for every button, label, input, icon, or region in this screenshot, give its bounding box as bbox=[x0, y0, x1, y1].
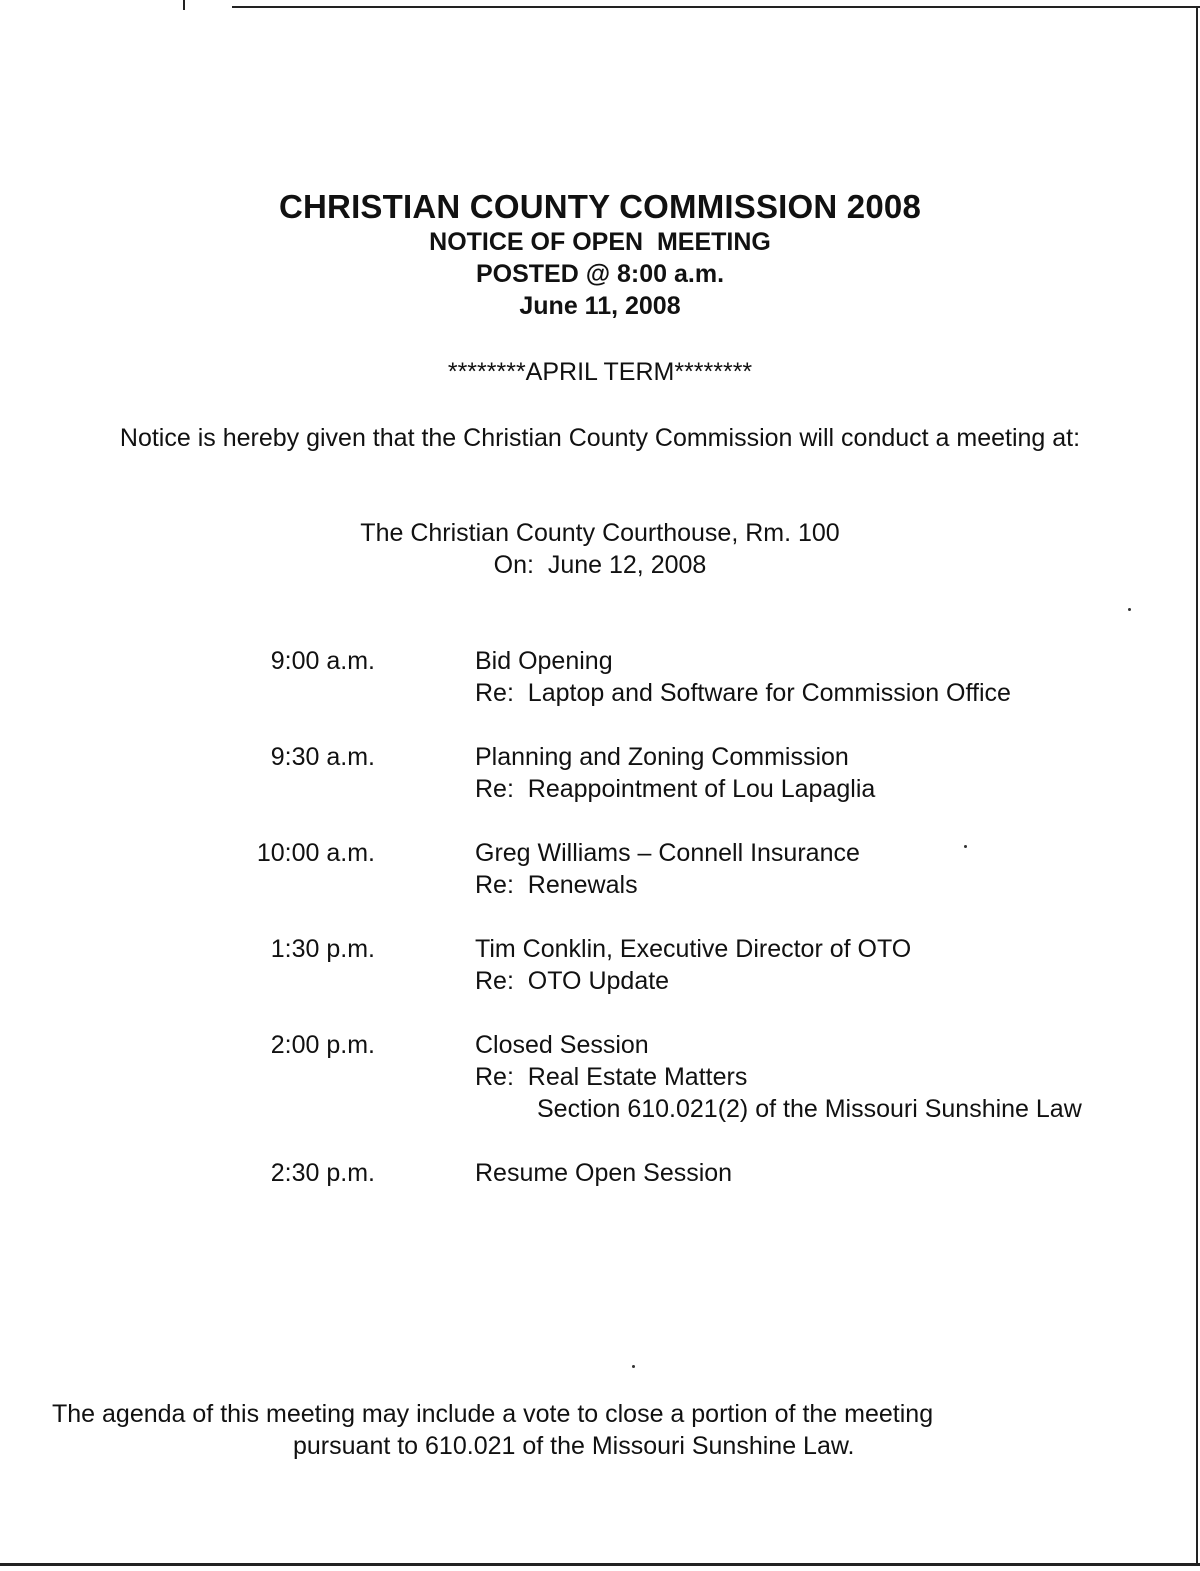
agenda-description bbox=[475, 741, 875, 805]
agenda-time: 2:00 p.m. bbox=[270, 1031, 375, 1059]
agenda-re: Re: Real Estate Matters bbox=[475, 1063, 748, 1091]
notice-text: Notice is hereby given that the Christian County Commission will conduct a meeting at: bbox=[119, 424, 1081, 452]
agenda-detail: Section 610.021(2) of the Missouri Sunshine Law bbox=[537, 1095, 1082, 1123]
posted-date: June 11, 2008 bbox=[519, 292, 681, 320]
agenda-description bbox=[475, 933, 911, 997]
agenda-description bbox=[475, 837, 860, 901]
agenda-time: 10:00 a.m. bbox=[256, 839, 375, 867]
scan-speck bbox=[1128, 608, 1131, 611]
scan-mark bbox=[183, 0, 185, 10]
notice-heading: NOTICE OF OPEN MEETING bbox=[429, 228, 771, 256]
agenda-description bbox=[475, 1157, 732, 1189]
agenda-list bbox=[0, 645, 1200, 1253]
agenda-description bbox=[475, 645, 1011, 709]
agenda-time: 2:30 p.m. bbox=[270, 1159, 375, 1187]
agenda-time: 1:30 p.m. bbox=[270, 935, 375, 963]
agenda-item bbox=[0, 1029, 1200, 1157]
agenda-item bbox=[0, 837, 1200, 933]
document-title: CHRISTIAN COUNTY COMMISSION 2008 bbox=[278, 188, 922, 225]
scan-edge-bottom bbox=[0, 1563, 1200, 1566]
agenda-item bbox=[0, 645, 1200, 741]
notice-header bbox=[0, 188, 1200, 322]
agenda-title: Tim Conklin, Executive Director of OTO bbox=[475, 935, 912, 963]
scan-speck bbox=[632, 1365, 635, 1368]
location-date: On: June 12, 2008 bbox=[493, 551, 707, 579]
agenda-re: Re: Renewals bbox=[475, 871, 638, 899]
term-label: ********APRIL TERM******** bbox=[447, 358, 753, 386]
agenda-description bbox=[475, 1029, 1082, 1125]
agenda-item bbox=[0, 741, 1200, 837]
agenda-title: Greg Williams – Connell Insurance bbox=[475, 839, 860, 867]
meeting-location bbox=[0, 517, 1200, 581]
agenda-time: 9:00 a.m. bbox=[270, 647, 375, 675]
posted-time: POSTED @ 8:00 a.m. bbox=[475, 260, 725, 288]
agenda-title: Resume Open Session bbox=[475, 1159, 733, 1187]
agenda-time: 9:30 a.m. bbox=[270, 743, 375, 771]
agenda-re: Re: Reappointment of Lou Lapaglia bbox=[475, 775, 876, 803]
agenda-title: Closed Session bbox=[475, 1031, 649, 1059]
agenda-re: Re: OTO Update bbox=[475, 967, 670, 995]
closing-note-line-2: pursuant to 610.021 of the Missouri Sunshine Law. bbox=[293, 1432, 855, 1460]
closing-note-line-1: The agenda of this meeting may include a vote to close a portion of the meeting bbox=[52, 1400, 934, 1428]
agenda-item bbox=[0, 933, 1200, 1029]
agenda-re: Re: Laptop and Software for Commission Office bbox=[475, 679, 1011, 707]
agenda-item bbox=[0, 1157, 1200, 1253]
location-place: The Christian County Courthouse, Rm. 100 bbox=[360, 519, 840, 547]
agenda-title: Bid Opening bbox=[475, 647, 613, 675]
scan-edge-top bbox=[232, 6, 1200, 8]
agenda-title: Planning and Zoning Commission bbox=[475, 743, 849, 771]
